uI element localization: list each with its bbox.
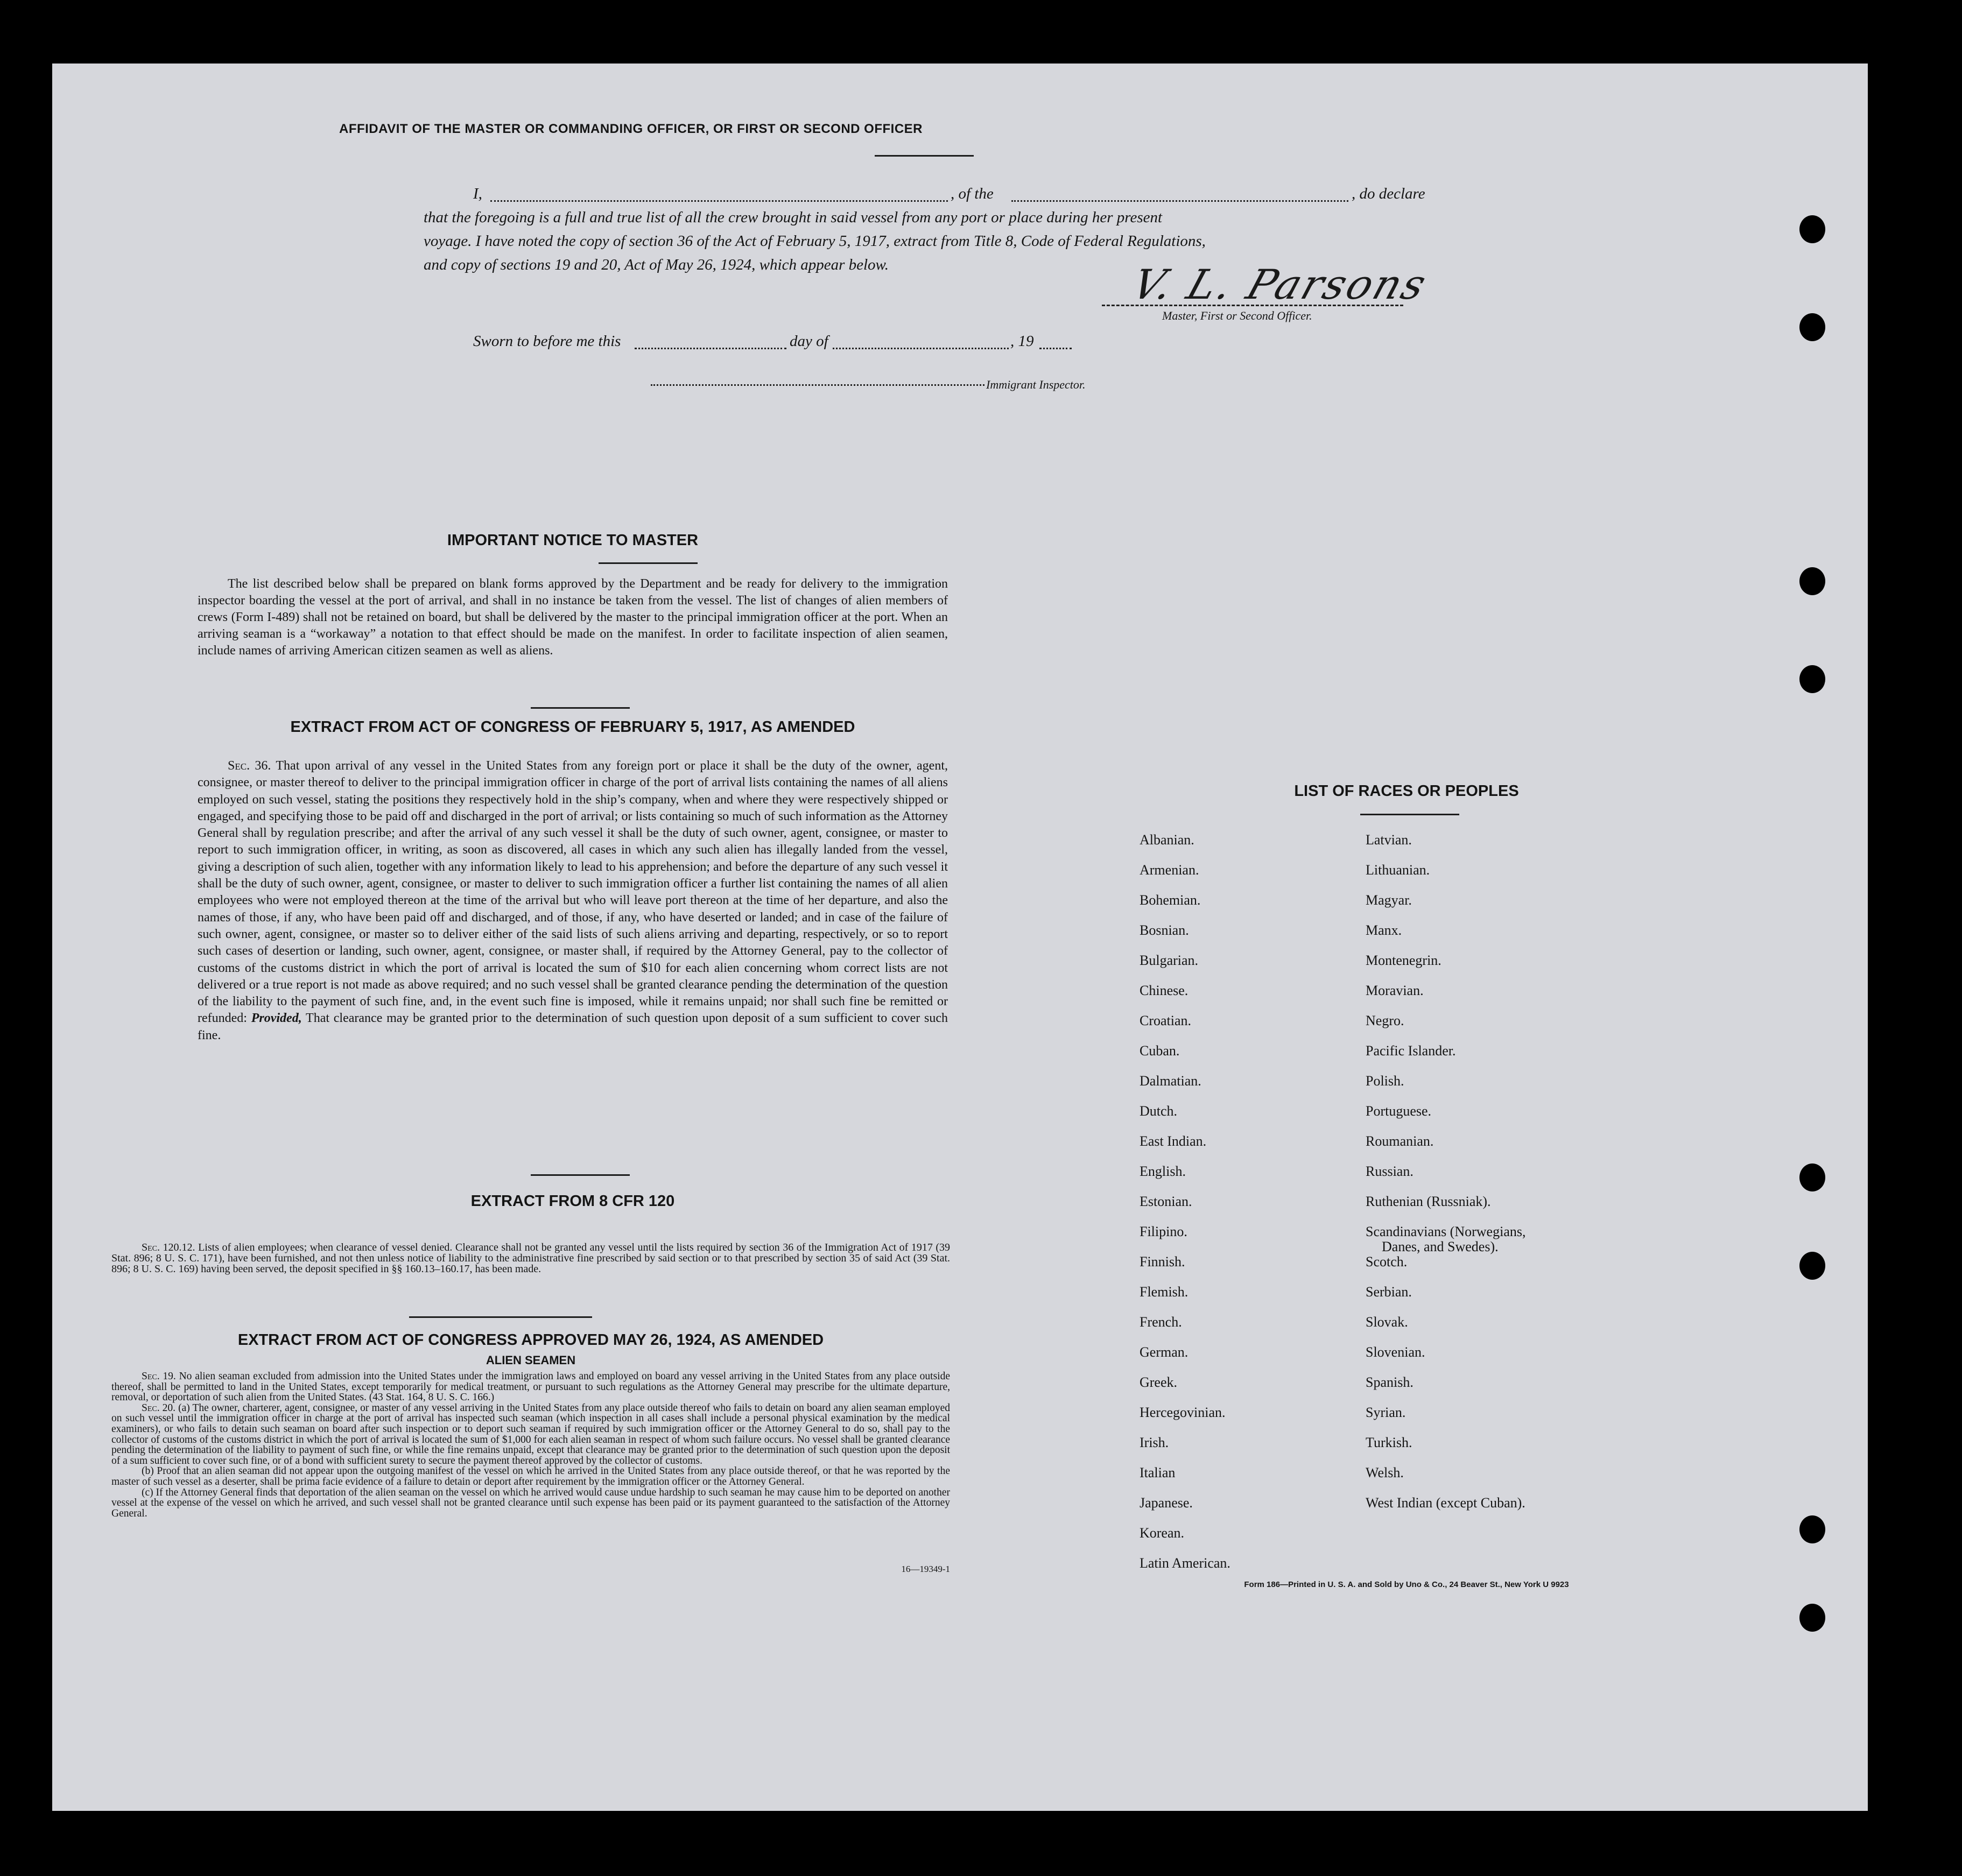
- race-item: Slovak.: [1366, 1314, 1408, 1330]
- punch-hole: [1799, 567, 1825, 595]
- race-item: Dutch.: [1140, 1103, 1178, 1119]
- punch-hole: [1799, 1252, 1825, 1280]
- sec-36-text-b: That clearance may be granted prior to the determination of such question upon deposit of a sum sufficient to cover such fine.: [198, 1011, 948, 1042]
- of-the-label: , of the: [951, 185, 994, 202]
- notice-body: The list described below shall be prepared on blank forms approved by the Department and be ready for delivery to the immigration inspector boarding the vessel at the port of arrival, and shall in no instance be taken from the vessel. The list of changes of alien members of crews (Form I-489) shall not be retained on board, but shall be delivered by the master to the principal immigration officer at the port. When an arriving seaman is a “workaway” a notation to that effect should be made on the manifest. In order to facilitate inspection of alien seamen, include names of arriving American citizen seamen as well as aliens.: [198, 577, 948, 658]
- punch-hole: [1799, 1604, 1825, 1632]
- race-item: Bulgarian.: [1140, 953, 1199, 968]
- sworn-label: Sworn to before me this: [473, 333, 621, 350]
- race-item: Danes, and Swedes).: [1382, 1239, 1499, 1254]
- race-item: Japanese.: [1140, 1495, 1193, 1511]
- punch-hole: [1799, 313, 1825, 341]
- race-item: Bosnian.: [1140, 922, 1189, 938]
- race-item: Hercegovinian.: [1140, 1405, 1226, 1420]
- race-item: Flemish.: [1140, 1284, 1189, 1300]
- race-item: Montenegrin.: [1366, 953, 1441, 968]
- sec-20c-paragraph: (c) If the Attorney General finds that deportation of the alien seaman on the vessel on which he arrived would cause undue hardship to such seaman he may cause him to be deported on another vessel at the expense of the vessel on which he arrived, and such vessel shall not be granted clearance until such expense has been paid or its payment guaranteed to the satisfaction of the Attorney General.: [111, 1486, 950, 1519]
- race-item: French.: [1140, 1314, 1182, 1330]
- race-item: Greek.: [1140, 1374, 1178, 1390]
- sec-36-text-a: That upon arrival of any vessel in the United States from any foreign port or place it shall be the duty of the owner, agent, consignee, or master thereof to deliver to the principal immigration officer in charge of the port of arrival lists containing the names of all aliens employed on such vessel, stating the positions they respectively hold in the ship’s company, when and where they were respectively shipped or engaged, and specifying those to be paid off and discharged in the port of arrival; or lists containing so much of such information as the Attorney General shall by regulation prescribe; and after the arrival of any such vessel it shall be the duty of such owner, agent, consignee, or master to report to such immigration officer, in writing, as soon as discovered, all cases in which any such alien has illegally landed from the vessel, giving a description of such alien, together with any information likely to lead to his apprehension; and before the departure of any such vessel it shall be the duty of such owner, agent, consignee, or master to deliver to such immigration officer a further list containing the names of all alien employees who were not employed thereon at the time of the arrival but who will leave port thereon at the time of her departure, and also the names of those, if any, who have been paid off and discharged, and of those, if any, who have deserted or landed; and in case of the failure of such owner, agent, consignee, or master so to deliver either of the said lists of such aliens arriving and departing, respectively, or so to report such cases of desertion or landing, such owner, agent, consignee, or master shall, if required by the Attorney General, pay to the collector of customs of the customs district in which the port of arrival is located the sum of $10 for each alien concerning whom correct lists are not delivered or a true report is not made as above required; and no such vessel shall be granted clearance pending the determination of the question of the liability to the payment of such fine, and, in the event such fine is imposed, while it remains unpaid; nor shall such fine be remitted or refunded:: [198, 759, 948, 1026]
- sec-120-text: Lists of alien employees; when clearance of vessel denied. Clearance shall not be granted any vessel until the lists required by section 36 of the Immigration Act of 1917 (39 Stat. 896; 8 U. S. C. 171), have been furnished, and not then unless notice of liability to the administrative fine prescribed by said section or to that prescribed by section 35 of said Act (39 Stat. 896; 8 U. S. C. 169) having been served, the deposit specified in §§ 160.13–160.17, has been made.: [111, 1242, 951, 1275]
- race-item: Ruthenian (Russniak).: [1366, 1194, 1491, 1209]
- races-rule: [1360, 814, 1459, 815]
- race-item: Armenian.: [1140, 862, 1199, 878]
- race-item: Croatian.: [1140, 1013, 1192, 1028]
- punch-hole: [1799, 1163, 1825, 1191]
- race-item: Scotch.: [1366, 1254, 1408, 1270]
- race-item: Latin American.: [1140, 1555, 1230, 1571]
- race-item: Magyar.: [1366, 892, 1412, 908]
- race-item: English.: [1140, 1163, 1186, 1179]
- race-item: Welsh.: [1366, 1465, 1404, 1480]
- race-item: Turkish.: [1366, 1435, 1412, 1450]
- race-item: Lithuanian.: [1366, 862, 1430, 878]
- race-item: Albanian.: [1140, 832, 1194, 848]
- race-item: Roumanian.: [1366, 1133, 1434, 1149]
- title-rule: [875, 155, 974, 157]
- sec-36-label: Sec. 36.: [228, 759, 271, 773]
- printer-footer: Form 186—Printed in U. S. A. and Sold by Uno & Co., 24 Beaver St., New York U 9923: [1244, 1580, 1569, 1589]
- race-item: Polish.: [1366, 1073, 1404, 1089]
- act-1924-rule: [409, 1316, 592, 1318]
- cfr-rule: [531, 1174, 630, 1176]
- provided-label: Provided,: [251, 1011, 302, 1026]
- year-label: , 19: [1010, 333, 1034, 350]
- sec-19-label: Sec. 19.: [142, 1371, 176, 1382]
- affidavit-title: AFFIDAVIT OF THE MASTER OR COMMANDING OFFICER, OR FIRST OR SECOND OFFICER: [339, 122, 923, 136]
- affidavit-line-4: and copy of sections 19 and 20, Act of May 26, 1924, which appear below.: [424, 256, 889, 273]
- name-blank[interactable]: [490, 200, 948, 202]
- race-item: German.: [1140, 1344, 1189, 1360]
- do-declare-label: , do declare: [1352, 185, 1425, 202]
- race-item: Pacific Islander.: [1366, 1043, 1456, 1059]
- notice-rule: [599, 562, 698, 564]
- extract-1917-body: [198, 758, 948, 1044]
- race-item: Scandinavians (Norwegians,: [1366, 1224, 1526, 1239]
- punch-hole: [1799, 1515, 1825, 1543]
- race-item: Italian: [1140, 1465, 1176, 1480]
- punch-hole: [1799, 215, 1825, 243]
- race-item: Dalmatian.: [1140, 1073, 1201, 1089]
- race-item: Negro.: [1366, 1013, 1404, 1028]
- sec-20b-paragraph: (b) Proof that an alien seaman did not appear upon the outgoing manifest of the vessel on which he arrived in the United States from any place outside thereof, or that he was reported by the master of such vessel as a deserter, shall be prima facie evidence of a failure to detain or deport after requirement by the immigration officer or the Attorney General.: [111, 1465, 950, 1487]
- signature-line[interactable]: [1102, 305, 1403, 306]
- race-item: Cuban.: [1140, 1043, 1180, 1059]
- sworn-line: [473, 333, 1173, 354]
- extract-cfr-body: [111, 1242, 950, 1274]
- punch-hole: [1799, 665, 1825, 693]
- inspector-caption: Immigrant Inspector.: [986, 378, 1086, 391]
- sec-19-paragraph: [111, 1371, 950, 1403]
- extract-1924-subtitle: ALIEN SEAMEN: [486, 1353, 576, 1367]
- race-item: Russian.: [1366, 1163, 1414, 1179]
- year-blank[interactable]: [1039, 348, 1072, 349]
- race-item: Bohemian.: [1140, 892, 1201, 908]
- race-item: Portuguese.: [1366, 1103, 1432, 1119]
- sec-20-label: Sec. 20.: [142, 1402, 176, 1414]
- notice-end-rule: [531, 707, 630, 709]
- race-item: Serbian.: [1366, 1284, 1412, 1300]
- race-item: Irish.: [1140, 1435, 1169, 1450]
- month-blank[interactable]: [833, 348, 1009, 349]
- race-item: Chinese.: [1140, 983, 1189, 998]
- race-item: Finnish.: [1140, 1254, 1185, 1270]
- race-item: Filipino.: [1140, 1224, 1187, 1239]
- extract-1924-title: EXTRACT FROM ACT OF CONGRESS APPROVED MAY 26, 1924, AS AMENDED: [237, 1331, 824, 1349]
- race-item: Estonian.: [1140, 1194, 1192, 1209]
- form-code: 16—19349-1: [901, 1564, 950, 1574]
- extract-cfr-title: EXTRACT FROM 8 CFR 120: [470, 1193, 675, 1210]
- race-item: Manx.: [1366, 922, 1402, 938]
- signature-caption: Master, First or Second Officer.: [1162, 309, 1312, 322]
- day-of-label: day of: [790, 333, 828, 350]
- sec-20a-paragraph: [111, 1403, 950, 1466]
- race-item: Spanish.: [1366, 1374, 1414, 1390]
- race-item: Latvian.: [1366, 832, 1412, 848]
- signature: V. L. Parsons: [1126, 260, 1434, 308]
- extract-1917-title: EXTRACT FROM ACT OF CONGRESS OF FEBRUARY 5, 1917, AS AMENDED: [290, 718, 855, 736]
- inspector-blank[interactable]: [651, 384, 984, 386]
- extract-1924-body: [111, 1371, 950, 1519]
- race-item: Syrian.: [1366, 1405, 1406, 1420]
- race-item: Moravian.: [1366, 983, 1424, 998]
- affidavit-line-2: that the foregoing is a full and true list of all the crew brought in said vessel from any port or place during her present: [424, 209, 1163, 226]
- vessel-blank[interactable]: [1011, 200, 1348, 202]
- sec-20a-text: (a) The owner, charterer, agent, consignee, or master of any vessel arriving in the United States from any place outside thereof who fails to detain on board any alien seaman employed on such vessel until the immigration officer in charge at the port of arrival has inspected such seaman (which inspection in all cases shall include a personal physical examination by the medical examiners), or who fails to detain such seaman on board after such inspection or to deport such seaman if required by such immigration officer or the Attorney General to do so, shall pay to the collector of customs of the customs district in which the port of arrival is located the sum of $1,000 for each alien seaman in respect of whom such failure occurs. No vessel shall be granted clearance pending the determination of the liability to payment of such fine, or while the fine remains unpaid, except that clearance may be granted prior to the determination of such question upon the deposit of a sum sufficient to cover such fine, or of a bond with sufficient surety to secure the payment thereof approved by the collector of customs.: [111, 1402, 950, 1466]
- i-label: I,: [473, 185, 482, 202]
- races-title: LIST OF RACES OR PEOPLES: [1294, 782, 1519, 800]
- affidavit-line-3: voyage. I have noted the copy of section 36 of the Act of February 5, 1917, extract from Title 8, Code of Federal Regulations,: [424, 232, 1206, 250]
- document-page: [52, 64, 1868, 1811]
- sec-120-label: Sec. 120.12.: [142, 1242, 195, 1253]
- affidavit-line-1: [473, 185, 1483, 207]
- sec-19-text: No alien seaman excluded from admission into the United States under the immigration laws and employed on board any vessel arriving in the United States from any place outside thereof, shall be permitted to land in the United States, except temporarily for medical treatment, or pursuant to such regulations as the Attorney General may prescribe for the ultimate departure, removal, or deportation of such alien from the United States. (43 Stat. 164, 8 U. S. C. 166.): [111, 1371, 951, 1404]
- notice-title: IMPORTANT NOTICE TO MASTER: [447, 532, 699, 549]
- race-item: East Indian.: [1140, 1133, 1207, 1149]
- day-blank[interactable]: [635, 348, 786, 349]
- race-item: West Indian (except Cuban).: [1366, 1495, 1525, 1511]
- race-item: Slovenian.: [1366, 1344, 1425, 1360]
- race-item: Korean.: [1140, 1525, 1185, 1541]
